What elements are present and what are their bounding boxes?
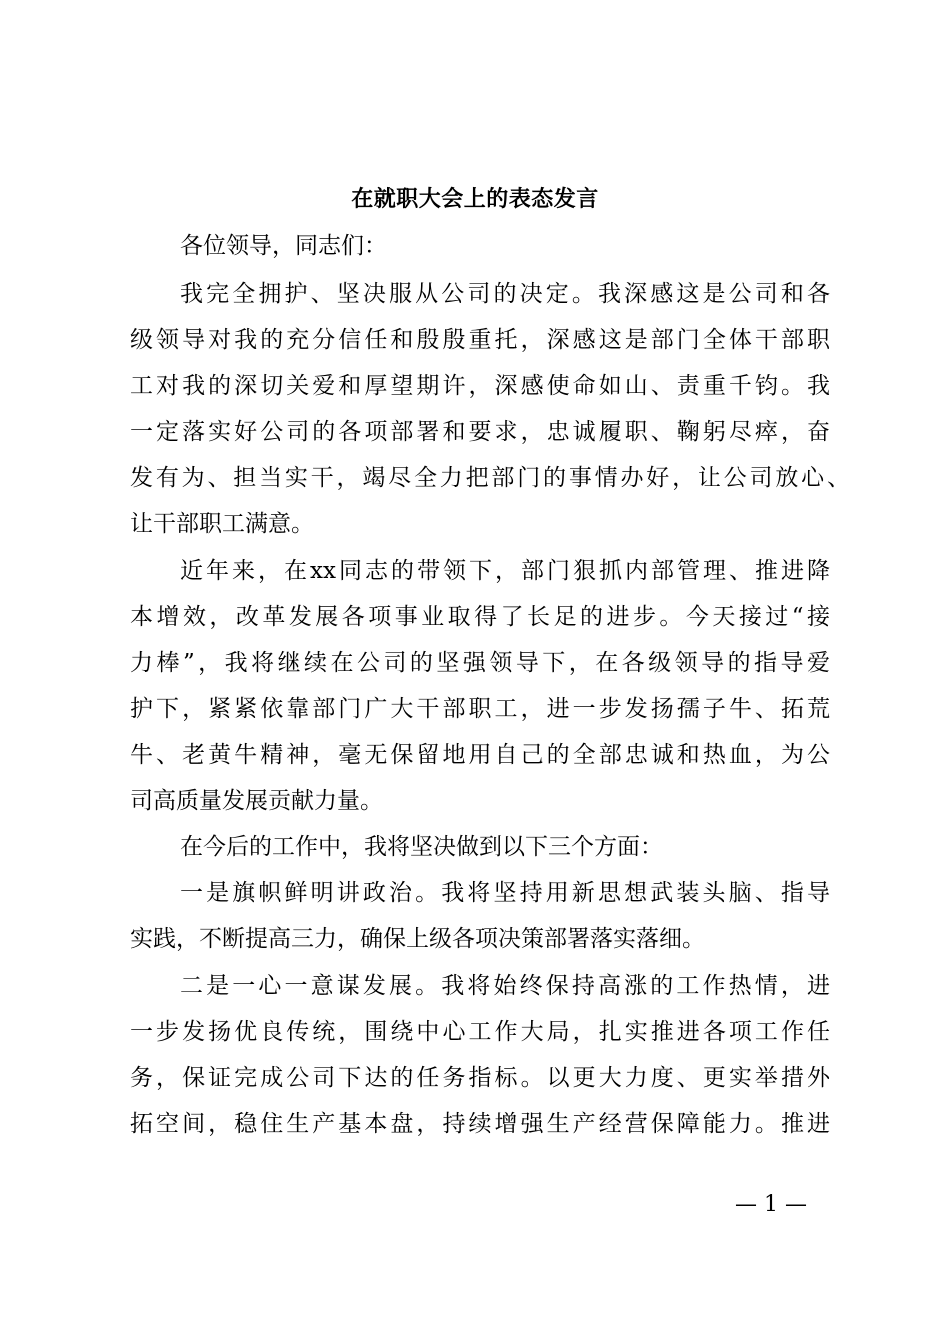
salutation-line: 各位领导，同志们： <box>180 233 387 259</box>
body-line: 发有为、担当实干，竭尽全力把部门的事情办好，让公司放心、 <box>130 465 850 491</box>
body-line: 护下，紧紧依靠部门广大干部职工，进一步发扬孺子牛、拓荒 <box>130 696 830 722</box>
body-line: 二是一心一意谋发展。我将始终保持高涨的工作热情，进 <box>180 973 830 999</box>
body-line: 拓空间，稳住生产基本盘，持续增强生产经营保障能力。推进 <box>130 1111 830 1137</box>
body-line: 级领导对我的充分信任和殷殷重托，深感这是部门全体干部职 <box>130 327 830 353</box>
body-line: 牛、老黄牛精神，毫无保留地用自己的全部忠诚和热血，为公 <box>130 742 830 768</box>
body-line: 工对我的深切关爱和厚望期许，深感使命如山、责重千钧。我 <box>130 373 830 399</box>
body-line: 让干部职工满意。 <box>130 511 314 537</box>
body-line: 一步发扬优良传统，围绕中心工作大局，扎实推进各项工作任 <box>130 1019 830 1045</box>
body-line: 本增效，改革发展各项事业取得了长足的进步。今天接过“接 <box>130 604 830 630</box>
page-number: — 1 — <box>735 1192 807 1217</box>
body-line: 我完全拥护、坚决服从公司的决定。我深感这是公司和各 <box>180 281 830 307</box>
body-line: 司高质量发展贡献力量。 <box>130 788 383 814</box>
document-title: 在就职大会上的表态发言 <box>351 186 599 212</box>
body-line: 一是旗帜鲜明讲政治。我将坚持用新思想武装头脑、指导 <box>180 880 830 906</box>
body-line: 力棒”，我将继续在公司的坚强领导下，在各级领导的指导爱 <box>130 650 830 676</box>
body-line: 在今后的工作中，我将坚决做到以下三个方面： <box>180 834 663 860</box>
body-line: 务，保证完成公司下达的任务指标。以更大力度、更实举措外 <box>130 1065 830 1091</box>
body-line: 近年来，在xx同志的带领下，部门狠抓内部管理、推进降 <box>180 558 830 584</box>
body-line: 实践，不断提高三力，确保上级各项决策部署落实落细。 <box>130 926 705 952</box>
body-line: 一定落实好公司的各项部署和要求，忠诚履职、鞠躬尽瘁，奋 <box>130 419 830 445</box>
